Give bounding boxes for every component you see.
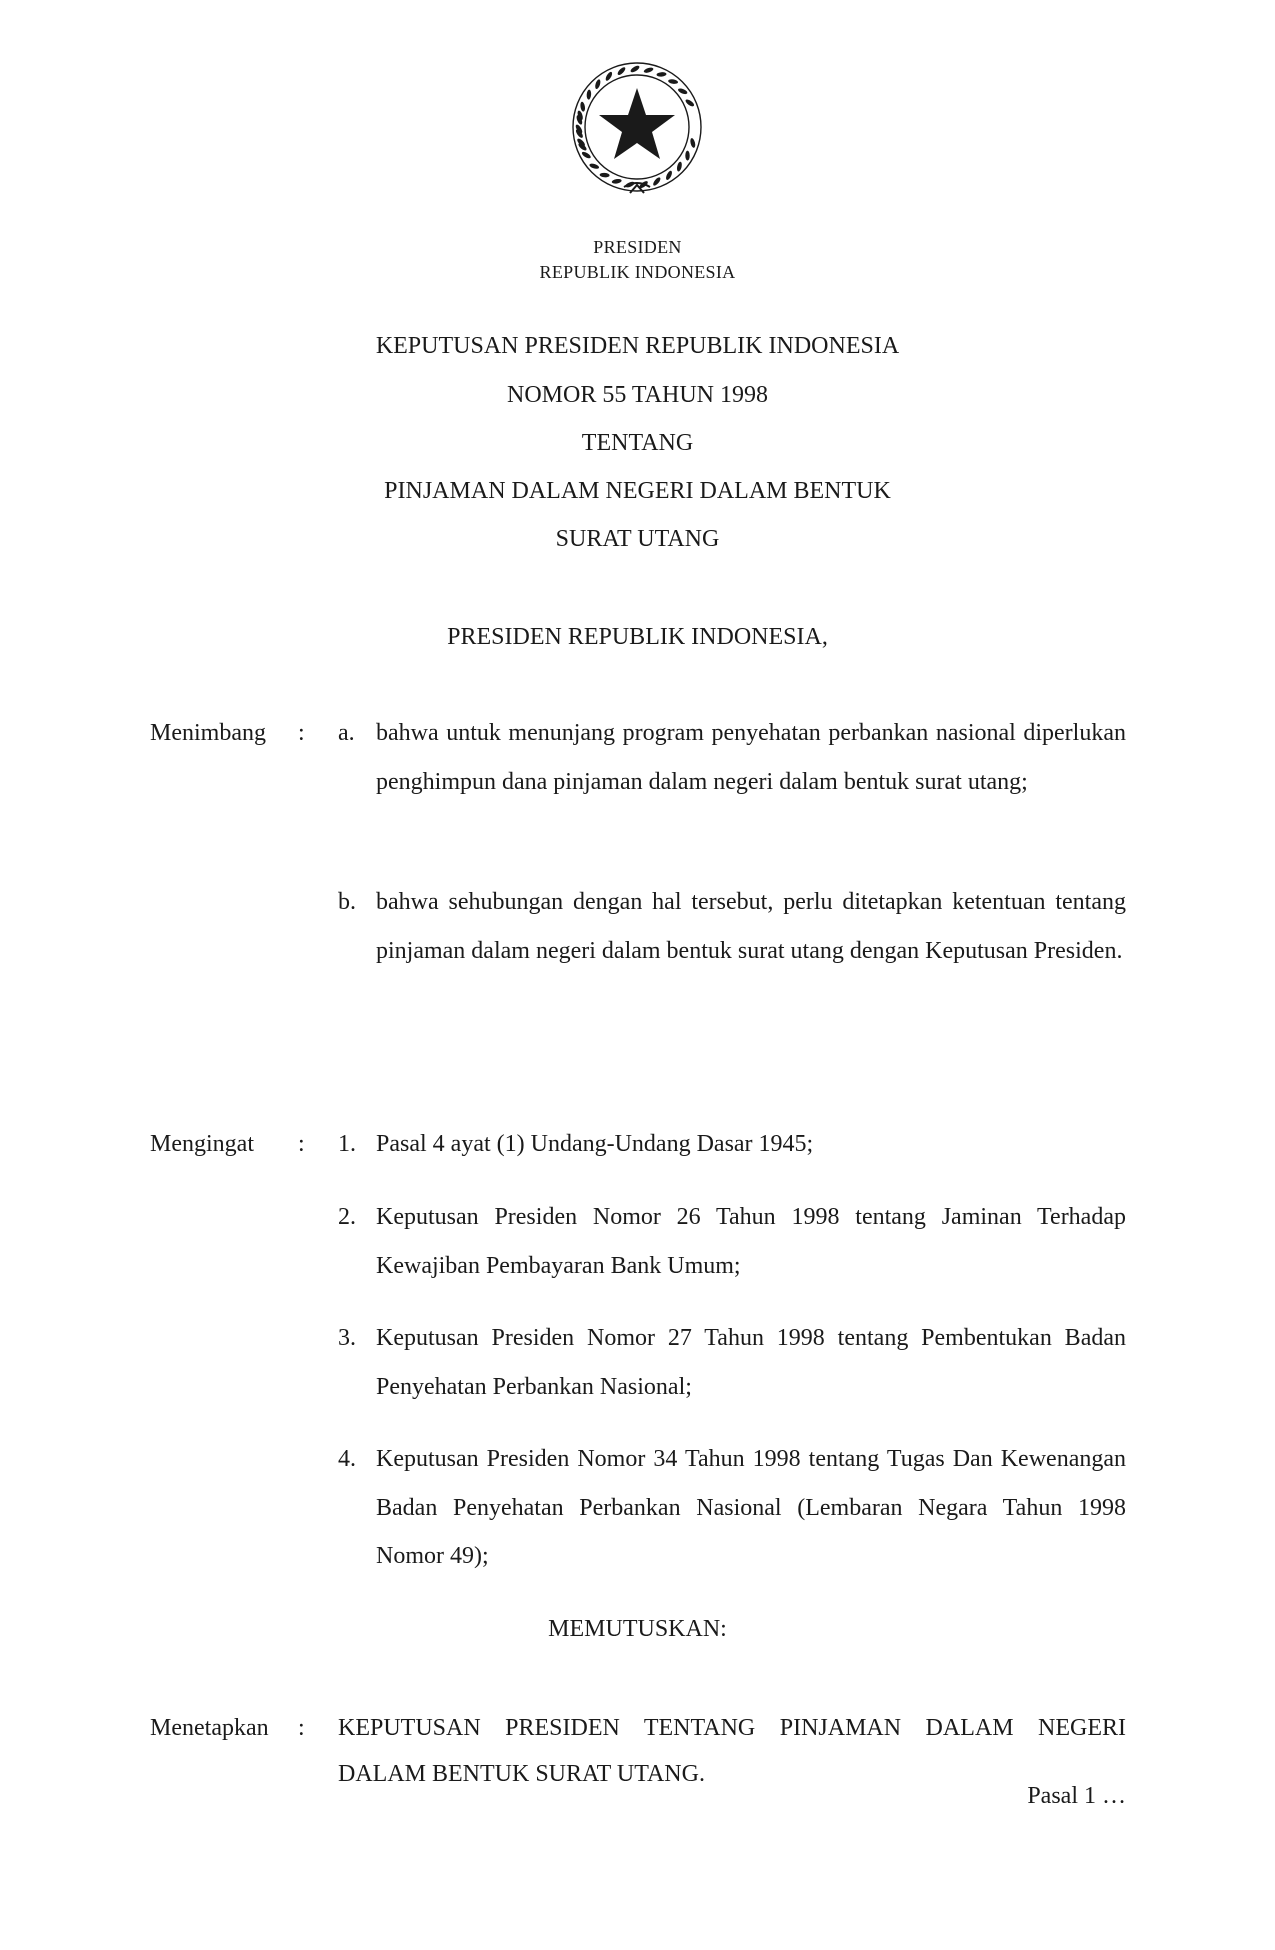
mengingat-item-4: Keputusan Presiden Nomor 34 Tahun 1998 tentang Tugas Dan Kewenangan Badan Penyehatan Perbankan Nasional (Lembaran Negara Tahun 1998 Nomor 49); [376, 1446, 1126, 1569]
laurel-leaf [581, 151, 592, 160]
mengingat-mark-1: 1. [338, 1131, 356, 1157]
laurel-leaf [599, 173, 609, 178]
menetapkan-text: KEPUTUSAN PRESIDEN TENTANG PINJAMAN DALAM NEGERI DALAM BENTUK SURAT UTANG. [338, 1715, 1126, 1787]
mengingat-colon: : [298, 1131, 305, 1157]
laurel-leaf [685, 151, 689, 161]
laurel-leaf [630, 64, 641, 73]
title-line-5: SURAT UTANG [555, 526, 720, 552]
laurel-leaf [586, 89, 591, 99]
menimbang-mark-b: b. [338, 889, 356, 915]
laurel-leaf [616, 66, 626, 76]
header-republik-indonesia: REPUBLIK INDONESIA [539, 262, 736, 282]
laurel-leaf [676, 161, 683, 172]
laurel-leaf [604, 71, 613, 82]
mengingat-item-2: Keputusan Presiden Nomor 26 Tahun 1998 tentang Jaminan Terhadap Kewajiban Pembayaran Bank Umum; [376, 1204, 1126, 1279]
menetapkan-colon: : [298, 1715, 305, 1741]
menimbang-mark-a: a. [338, 720, 355, 746]
title-line-3: TENTANG [581, 430, 694, 456]
laurel-leaf [643, 67, 654, 74]
title-line-1: KEPUTUSAN PRESIDEN REPUBLIK INDONESIA [375, 333, 900, 359]
memutuskan-heading: MEMUTUSKAN: [548, 1616, 727, 1642]
menimbang-item-b: bahwa sehubungan dengan hal tersebut, perlu ditetapkan ketentuan tentang pinjaman dalam negeri dalam bentuk surat utang dengan Keputusan Presiden. [376, 889, 1126, 964]
laurel-leaf [652, 176, 662, 186]
laurel-leaf [589, 163, 600, 170]
laurel-leaf [656, 72, 666, 77]
laurel-leaf [689, 138, 696, 149]
laurel-leaf [668, 79, 679, 85]
laurel-leaf [594, 79, 601, 90]
mengingat-item-1: Pasal 4 ayat (1) Undang-Undang Dasar 1945; [376, 1131, 814, 1157]
laurel-leaf [677, 87, 688, 95]
mengingat-mark-3: 3. [338, 1325, 356, 1351]
issuer: PRESIDEN REPUBLIK INDONESIA, [447, 624, 828, 650]
mengingat-mark-2: 2. [338, 1204, 356, 1230]
laurel-leaf [611, 178, 622, 184]
header-presiden: PRESIDEN [593, 237, 682, 257]
menimbang-item-a: bahwa untuk menunjang program penyehatan perbankan nasional diperlukan penghimpun dana pinjaman dalam negeri dalam bentuk surat utang; [376, 720, 1126, 795]
mengingat-item-3: Keputusan Presiden Nomor 27 Tahun 1998 tentang Pembentukan Badan Penyehatan Perbankan Nasional; [376, 1325, 1126, 1400]
laurel-leaf [580, 101, 586, 112]
menimbang-colon: : [298, 720, 305, 746]
presidential-emblem-icon [560, 55, 715, 210]
laurel-leaf [665, 170, 673, 181]
continuation-footer: Pasal 1 … [1027, 1783, 1126, 1809]
laurel-leaf [684, 98, 695, 107]
title-line-4: PINJAMAN DALAM NEGERI DALAM BENTUK [384, 478, 891, 504]
mengingat-label: Mengingat [150, 1131, 254, 1157]
menimbang-label: Menimbang [150, 720, 266, 746]
title-line-2: NOMOR 55 TAHUN 1998 [507, 382, 768, 408]
mengingat-mark-4: 4. [338, 1446, 356, 1472]
menetapkan-label: Menetapkan [150, 1715, 269, 1741]
